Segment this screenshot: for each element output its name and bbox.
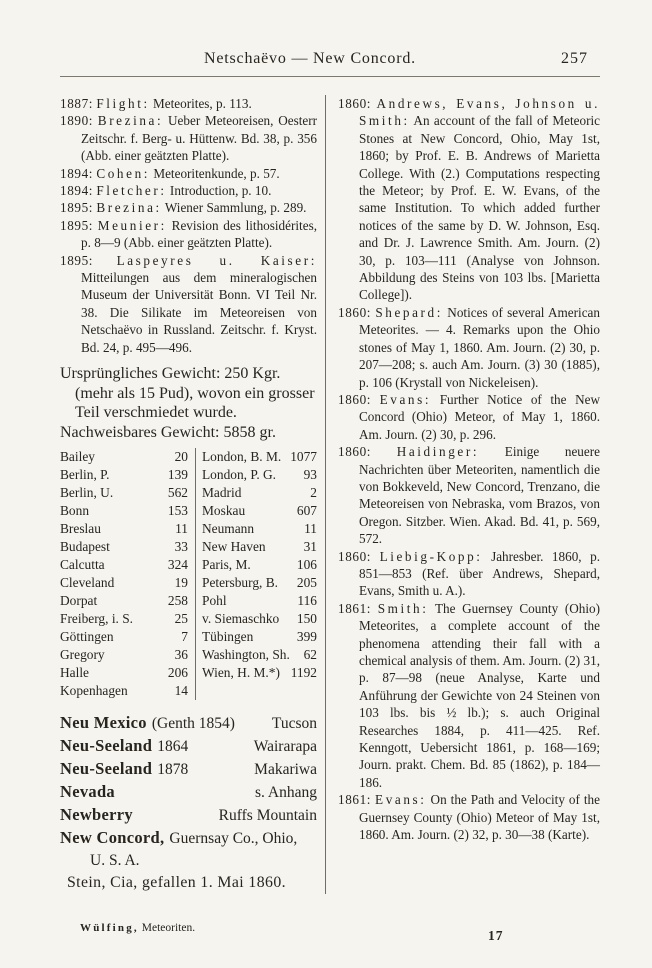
stone-fall-note: Stein, Cia, gefallen 1. Mai 1860. [67,874,286,892]
collection-name: Neumann [202,521,255,537]
traceable-weight: Nachweisbares Gewicht: 5858 gr. [60,423,276,441]
collection-name: Göttingen [60,629,114,645]
weight-value: 1192 [290,665,317,681]
table-row [202,628,317,646]
original-weight: Ursprüngliches Gewicht: 250 Kgr. (mehr als 15 Pud), wovon ein grosser Teil verschmiedet wurde. [60,365,315,422]
index-entry [60,758,317,781]
locality-reference: Ruffs Mountain [218,807,317,825]
entry-author: Liebig-Kopp: [379,548,483,564]
weight-value: 1077 [290,449,317,465]
entry-text: Further Notice of the New Concord (Ohio) Meteor, of May 1, 1860. Am. Journ. (2) 30, p. 296. [359,391,600,442]
entry-year: 1860: [338,548,372,564]
weight-value: 258 [167,593,188,609]
entry-year: 1861: [338,792,372,808]
entry-text: An account of the fall of Meteoric Stones at New Concord, Ohio, May 1st, 1860; by Prof. E. B. Andrews of Marietta College. With (2.) Computations respecting the Meteor; by Prof. E. W. Evans, of the same Institution. To which added further notices of the same by D. W. Johnson, Esq. and Dr. J. Lawrence Smith. Am. Journ. (2) 30, p. 103—111 (Analyse von Johnson. Abbildung des Steins von 103 lbs. [Marietta College]). [359,113,600,303]
collection-name: Paris, M. [202,557,251,573]
weight-section [60,364,317,442]
table-row [60,664,188,682]
entry-year: 1895: [60,217,94,233]
text-columns [60,95,600,894]
entry-author: Laspeyres u. Kaiser: [116,252,318,268]
table-row [60,466,188,484]
weight-value: 139 [167,467,188,483]
bibliography-entry [338,600,600,791]
collection-name: Cleveland [60,575,115,591]
bibliography-entry [60,252,317,356]
collection-name: Madrid [202,485,242,501]
weight-value: 106 [296,557,317,573]
weight-value: 31 [303,539,317,555]
weight-value: 116 [297,593,317,609]
headword-annotation: 1878 [157,761,189,779]
table-row [60,556,188,574]
entry-text: Revision des lithosidérites, p. 8—9 (Abb. einer geätzten Platte). [81,217,318,251]
entry-author: Haidinger: [396,444,480,460]
distribution-column-right [196,448,317,700]
headword: Neu-Seeland [60,759,153,779]
headword: Neu-Seeland [60,736,153,756]
weight-value: 14 [174,683,188,699]
distribution-column-left [60,448,196,700]
headword-annotation: (Genth 1854) [151,715,235,733]
entry-year: 1894: [60,183,94,199]
locality-reference: Makariwa [254,761,317,779]
table-row [202,556,317,574]
table-row [202,646,317,664]
collection-name: London, P. G. [202,467,277,483]
index-entry [60,712,317,735]
collection-name: Tübingen [202,629,254,645]
table-row [60,502,188,520]
collection-name: Breslau [60,521,101,537]
entry-author: Evans: [375,792,427,808]
entry-author: Flight: [96,96,150,111]
weight-value: 36 [174,647,188,663]
collection-name: London, B. M. [202,449,282,465]
collection-name: Budapest [60,539,110,555]
entry-author: Smith: [377,600,429,616]
locality-text-continued: U. S. A. [90,852,140,870]
right-column [325,95,600,894]
table-row [202,574,317,592]
table-row [60,574,188,592]
entry-text: The Guernsey County (Ohio) Meteorites, a complete account of the phenomena attending their fall with a chemical analysis of them. Am. Journ. (2) 31, p. 87—98 (neue Analyse, Karte und Anführung der Gewichte von 24 Steinen von 103 lbs. bis ½ lb.); s. auch Original Researches 1884, p. 411—425. Ref. Kenngott, Uebersicht 1861, p. 168—169; Journ. prakt. Chem. Bd. 85 (1862), p. 184—186. [359,600,601,790]
bibliography-entry [338,548,600,600]
entry-text: Jahresber. 1860, p. 851—853 (Ref. über Andrews, Shepard, Evans, Smith u. A.). [359,548,601,599]
entry-year: 1860: [338,96,372,111]
bibliography-entry [338,95,600,304]
table-row [60,592,188,610]
table-row [60,610,188,628]
page-header [60,50,600,77]
entry-year: 1860: [338,444,372,460]
bibliography-entry [60,217,317,252]
table-row [202,466,317,484]
weight-value: 399 [296,629,317,645]
weight-value: 324 [167,557,188,573]
headword: Neu Mexico [60,713,147,733]
entry-text: On the Path and Velocity of the Guernsey County (Ohio) Meteor of May 1st, 1860. Am. Journ. (2) 32, p. 30—38 (Karte). [359,792,601,843]
weight-value: 7 [181,629,188,645]
locality-reference: s. Anhang [255,784,317,802]
collection-name: Moskau [202,503,246,519]
entry-year: 1860: [338,391,372,407]
weight-value: 25 [174,611,188,627]
collection-name: Gregory [60,647,105,663]
locality-index [60,712,317,827]
entry-year: 1895: [60,200,94,216]
weight-value: 20 [174,449,188,465]
weight-value: 11 [304,521,317,537]
headword-annotation: 1864 [157,738,189,756]
entry-year: 1887: [60,96,94,111]
collection-name: Kopenhagen [60,683,128,699]
bibliography-entry [60,95,317,112]
table-row [202,502,317,520]
header-rule [60,76,600,77]
bibliography-left [60,95,317,356]
collection-name: Freiberg, i. S. [60,611,134,627]
weight-value: 205 [296,575,317,591]
entry-author: Evans: [379,391,432,407]
weight-value: 562 [167,485,188,501]
locality-reference: Wairarapa [253,738,317,756]
entry-text: Notices of several American Meteorites. — 4. Remarks upon the Ohio stones of May 1, 1860. Am. Journ. (2) 30, p. 207—208; s. auch Am. Journ. (3) 30 (1885), p. 106 (Krystall von Nickeleisen). [359,304,601,390]
entry-year: 1890: [60,113,94,129]
collection-name: Wien, H. M.*) [202,665,280,681]
entry-author: Fletcher: [96,183,167,199]
index-entry [60,804,317,827]
table-row [202,592,317,610]
bibliography-entry [60,112,317,164]
table-row [202,484,317,502]
new-concord-entry [60,827,317,871]
table-row [202,538,317,556]
entry-year: 1860: [338,304,372,320]
entry-text: Mitteilungen aus dem mineralogischen Museum der Universität Bonn. VI Teil Nr. 38. Die Silikate im Meteoreisen von Netschaëvo in Russland. Zeitschr. f. Kryst. Bd. 24, p. 495—496. [81,270,317,355]
weight-value: 206 [167,665,188,681]
table-row [60,520,188,538]
collection-name: Halle [60,665,89,681]
headword: Nevada [60,782,115,802]
weight-value: 93 [303,467,317,483]
collection-name: Dorpat [60,593,98,609]
bibliography-entry [338,791,600,843]
collection-name: Berlin, U. [60,485,114,501]
table-row [60,538,188,556]
collection-name: Bonn [60,503,90,519]
entry-author: Brezina: [97,113,164,129]
locality-text: Guernsay Co., Ohio, [169,830,298,848]
bibliography-entry [338,443,600,547]
table-row [60,484,188,502]
weight-value: 153 [167,503,188,519]
index-entry [60,735,317,758]
entry-text: Ueber Meteoreisen, Oesterr Zeitschr. f. Berg- u. Hüttenw. Bd. 38, p. 356 (Abb. einer geätzten Platte). [81,113,318,164]
bibliography-entry [60,199,317,216]
table-row [202,448,317,466]
entry-year: 1894: [60,165,94,181]
entry-text: Introduction, p. 10. [169,183,272,199]
entry-author: Brezina: [96,200,162,216]
bibliography-entry [60,165,317,182]
entry-text: Meteoritenkunde, p. 57. [153,165,280,181]
table-row [60,682,188,700]
collection-name: Washington, Sh. [202,647,290,663]
printer-signature [60,922,195,934]
entry-year: 1861: [338,600,372,616]
left-column [60,95,317,894]
table-row [202,664,317,682]
headword: Newberry [60,805,133,825]
weight-value: 19 [174,575,188,591]
running-title: Netschaëvo — New Concord. [204,50,416,67]
signature-author: Wülfing, [80,922,139,934]
collection-name: v. Siemaschko [202,611,280,627]
table-row [60,628,188,646]
collection-name: Calcutta [60,557,105,573]
weight-value: 607 [296,503,317,519]
entry-author: Shepard: [375,304,444,320]
entry-text: Wiener Sammlung, p. 289. [164,200,307,216]
bibliography-entry [338,304,600,391]
table-row [202,520,317,538]
page-footer [60,922,600,943]
collection-name: New Haven [202,539,266,555]
locality-reference: Tucson [271,715,317,733]
weight-value: 2 [310,485,317,501]
new-concord-line [60,827,317,850]
collection-name: Bailey [60,449,95,465]
weight-value: 150 [296,611,317,627]
entry-text: Meteorites, p. 113. [153,96,252,111]
entry-author: Meunier: [97,217,167,233]
collection-name: Pohl [202,593,227,609]
collection-name: Berlin, P. [60,467,110,483]
distribution-table [60,448,317,700]
table-row [202,610,317,628]
sheet-number: 17 [488,928,504,943]
table-row [60,448,188,466]
entry-author: Cohen: [96,165,151,181]
collection-name: Petersburg, B. [202,575,279,591]
weight-value: 11 [175,521,188,537]
bibliography-entry [338,391,600,443]
page-number: 257 [561,50,588,67]
entry-author: Andrews, Evans, Johnson u. Smith: [359,96,600,129]
signature-work: Meteoriten. [141,922,196,934]
index-entry [60,781,317,804]
weight-value: 62 [303,647,317,663]
entry-text: Einige neuere Nachrichten über Meteoriten, namentlich die von Bokkeveld, New Concord, Trenzano, die Meteoreisen von Nebraska, vom Brazos, von Oregon. Sitzber. Wien. Akad. Bd. 41, p. 569, 572. [359,444,600,547]
headword: New Concord, [60,828,165,848]
running-head [60,50,600,72]
table-row [60,646,188,664]
weight-value: 33 [174,539,188,555]
bibliography-entry [60,182,317,199]
entry-year: 1895: [60,252,94,268]
